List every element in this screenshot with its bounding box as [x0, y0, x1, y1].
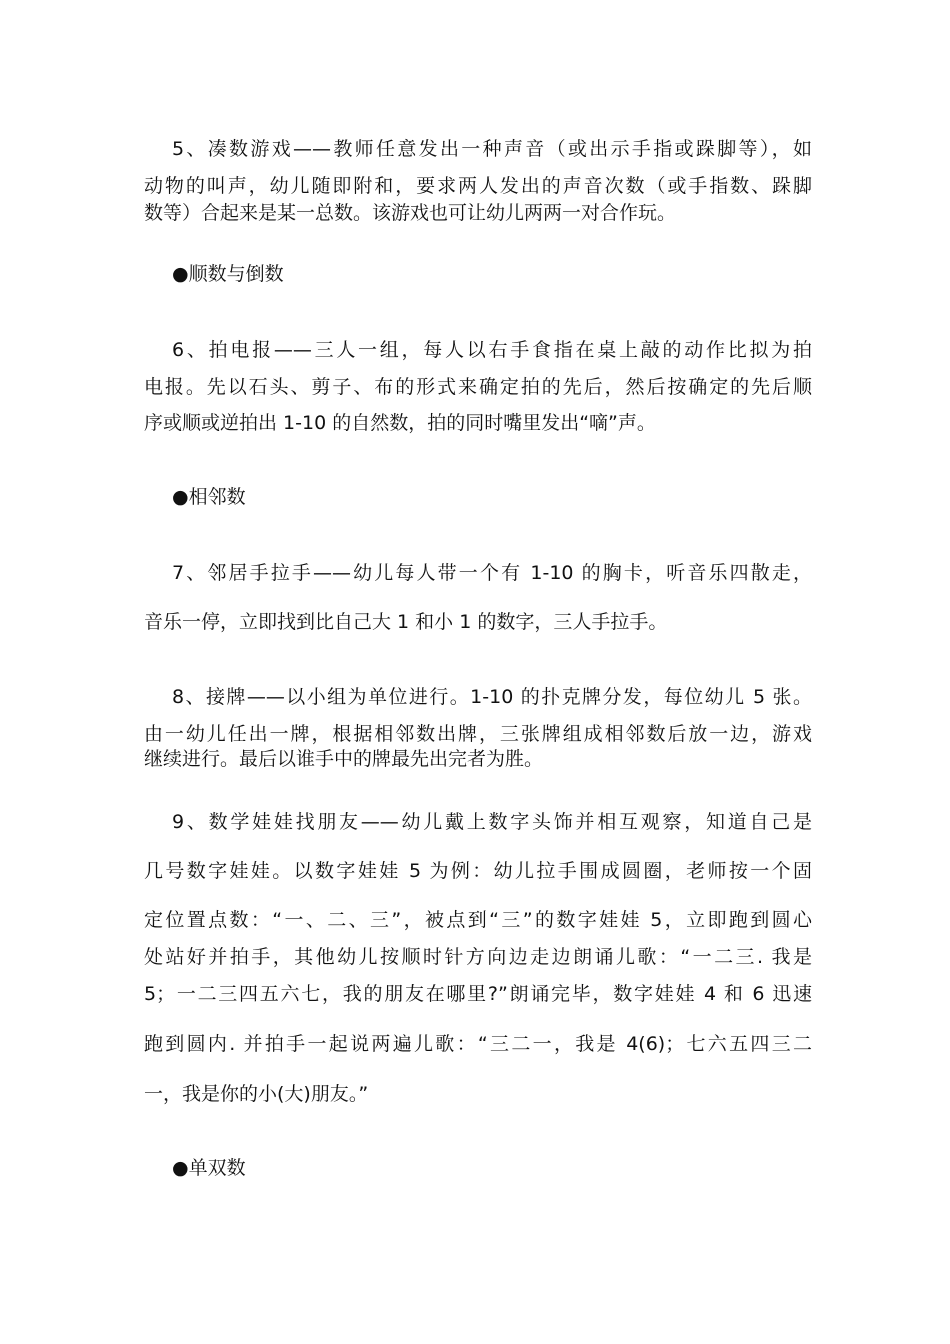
text-line: 数等）合起来是某一总数。该游戏也可让幼儿两两一对合作玩。 — [144, 202, 677, 224]
section-heading: ●顺数与倒数 — [172, 263, 284, 285]
text-line: 定位置点数：“一、二、三”，被点到“三”的数字娃娃 5，立即跑到圆心 — [144, 909, 812, 931]
text-line: 电报。先以石头、剪子、布的形式来确定拍的先后，然后按确定的先后顺 — [144, 376, 812, 398]
text-line: 跑到圆内. 并拍手一起说两遍儿歌：“三二一，我是 4(6)；七六五四三二 — [144, 1033, 812, 1055]
text-line: 9、数学娃娃找朋友——幼儿戴上数字头饰并相互观察，知道自己是 — [172, 811, 812, 833]
text-line: 5；一二三四五六七，我的朋友在哪里?”朗诵完毕，数字娃娃 4 和 6 迅速 — [144, 983, 812, 1005]
text-line: 处站好并拍手，其他幼儿按顺时针方向边走边朗诵儿歌：“一二三. 我是 — [144, 946, 812, 968]
text-line: 5、凑数游戏——教师任意发出一种声音（或出示手指或跺脚等），如 — [172, 138, 812, 160]
text-line: 6、拍电报——三人一组，每人以右手食指在桌上敲的动作比拟为拍 — [172, 339, 812, 361]
text-line: 由一幼儿任出一牌，根据相邻数出牌，三张牌组成相邻数后放一边，游戏 — [144, 723, 812, 745]
text-line: 8、接牌——以小组为单位进行。1-10 的扑克牌分发，每位幼儿 5 张。 — [172, 686, 812, 708]
section-heading: ●相邻数 — [172, 486, 246, 508]
text-line: 7、邻居手拉手——幼儿每人带一个有 1-10 的胸卡，听音乐四散走， — [172, 562, 812, 584]
text-line: 一，我是你的小(大)朋友。” — [144, 1083, 369, 1105]
text-line: 继续进行。最后以谁手中的牌最先出完者为胜。 — [144, 748, 544, 770]
section-heading: ●单双数 — [172, 1157, 246, 1179]
text-line: 动物的叫声，幼儿随即附和，要求两人发出的声音次数（或手指数、跺脚 — [144, 175, 812, 197]
text-line: 几号数字娃娃。以数字娃娃 5 为例：幼儿拉手围成圆圈，老师按一个固 — [144, 860, 812, 882]
text-line: 音乐一停，立即找到比自己大 1 和小 1 的数字，三人手拉手。 — [144, 611, 668, 633]
text-line: 序或顺或逆拍出 1-10 的自然数，拍的同时嘴里发出“嘀”声。 — [144, 412, 656, 434]
